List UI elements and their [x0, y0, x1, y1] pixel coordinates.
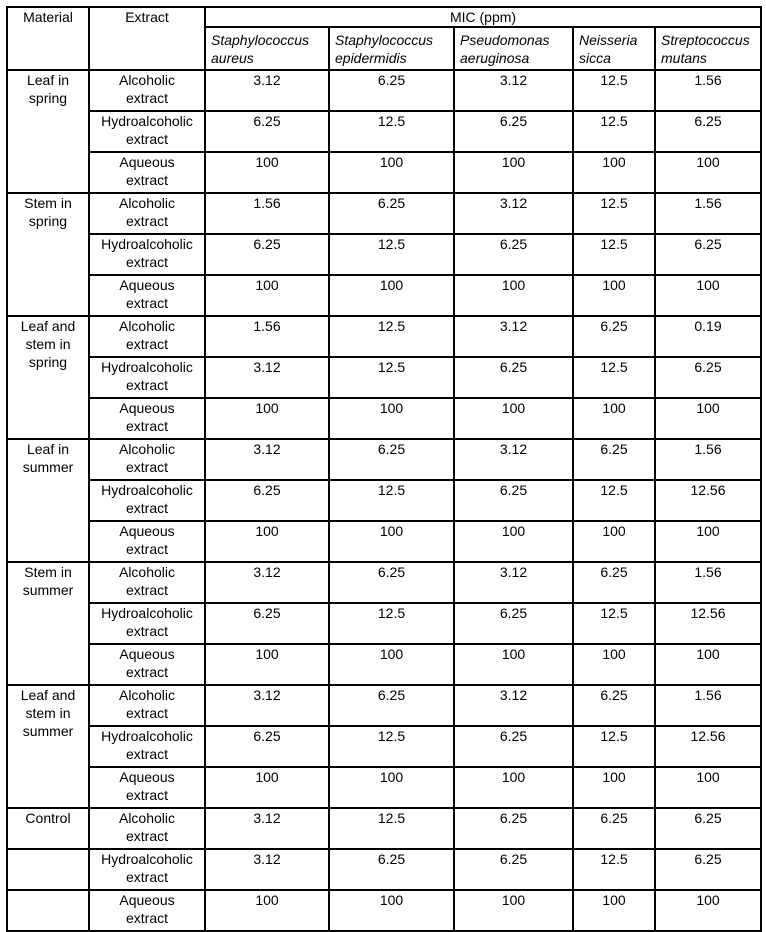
table-row	[7, 808, 761, 849]
extract-line: extract	[125, 418, 168, 434]
extract-line: extract	[125, 131, 168, 147]
mic-value-cell: 1.56	[655, 562, 761, 603]
extract-line: Aqueous	[119, 154, 175, 170]
extract-cell	[89, 234, 205, 275]
mic-value-cell: 6.25	[329, 685, 454, 726]
extract-cell	[89, 521, 205, 562]
mic-value-cell: 3.12	[205, 562, 329, 603]
extract-cell	[89, 193, 205, 234]
mic-value-cell: 100	[573, 767, 655, 808]
extract-line: Aqueous	[119, 892, 175, 908]
extract-line: Hydroalcoholic	[101, 851, 193, 867]
mic-value-cell: 100	[205, 890, 329, 932]
extract-line: Hydroalcoholic	[101, 113, 193, 129]
extract-cell	[89, 357, 205, 398]
mic-value-cell: 12.5	[573, 357, 655, 398]
mic-value-cell: 100	[205, 644, 329, 685]
extract-line: extract	[125, 705, 168, 721]
extract-cell	[89, 275, 205, 316]
extract-line: Hydroalcoholic	[101, 359, 193, 375]
extract-line: Aqueous	[119, 277, 175, 293]
extract-cell	[89, 398, 205, 439]
table-row	[7, 521, 761, 562]
mic-value-cell: 1.56	[655, 685, 761, 726]
material-column-header: Material	[7, 7, 89, 70]
extract-line: extract	[125, 90, 168, 106]
mic-ppm-header: MIC (ppm)	[205, 7, 761, 27]
mic-value-cell: 6.25	[655, 808, 761, 849]
mic-value-cell: 100	[573, 644, 655, 685]
mic-value-cell: 6.25	[205, 480, 329, 521]
mic-value-cell: 12.56	[655, 480, 761, 521]
header-row-1	[7, 7, 761, 27]
mic-value-cell: 12.5	[573, 111, 655, 152]
extract-cell	[89, 767, 205, 808]
mic-value-cell: 6.25	[573, 685, 655, 726]
table-row	[7, 562, 761, 603]
bacteria-header-streptococcus-mutans: Streptococcus mutans	[655, 27, 761, 70]
table-row	[7, 111, 761, 152]
mic-value-cell: 100	[329, 890, 454, 932]
mic-value-cell: 3.12	[205, 849, 329, 890]
table-row	[7, 357, 761, 398]
material-cell	[7, 890, 89, 932]
extract-cell	[89, 603, 205, 644]
extract-line: Alcoholic	[118, 810, 176, 826]
mic-value-cell: 6.25	[454, 726, 573, 767]
mic-value-cell: 12.5	[329, 316, 454, 357]
material-cell	[7, 849, 89, 890]
extract-line: extract	[125, 213, 168, 229]
mic-value-cell: 100	[454, 152, 573, 193]
mic-value-cell: 12.5	[573, 726, 655, 767]
extract-line: Aqueous	[119, 769, 175, 785]
mic-value-cell: 100	[329, 767, 454, 808]
mic-value-cell: 0.19	[655, 316, 761, 357]
mic-value-cell: 6.25	[329, 849, 454, 890]
mic-value-cell: 100	[655, 398, 761, 439]
extract-line: Alcoholic	[118, 441, 176, 457]
extract-line: extract	[125, 500, 168, 516]
mic-value-cell: 100	[655, 644, 761, 685]
mic-value-cell: 100	[454, 398, 573, 439]
mic-value-cell: 6.25	[329, 439, 454, 480]
mic-value-cell: 12.5	[573, 849, 655, 890]
extract-line: extract	[125, 172, 168, 188]
table-header	[7, 7, 761, 70]
mic-value-cell: 100	[573, 398, 655, 439]
extract-line: Hydroalcoholic	[101, 728, 193, 744]
table-row	[7, 480, 761, 521]
mic-value-cell: 100	[454, 767, 573, 808]
mic-value-cell: 100	[454, 275, 573, 316]
extract-cell	[89, 644, 205, 685]
mic-value-cell: 6.25	[454, 808, 573, 849]
extract-cell	[89, 111, 205, 152]
mic-value-cell: 6.25	[205, 111, 329, 152]
mic-value-cell: 100	[205, 275, 329, 316]
extract-line: Hydroalcoholic	[101, 482, 193, 498]
mic-value-cell: 100	[655, 890, 761, 932]
extract-line: Alcoholic	[118, 687, 176, 703]
table-row	[7, 70, 761, 111]
extract-line: extract	[125, 582, 168, 598]
extract-line: Alcoholic	[118, 564, 176, 580]
table-row	[7, 685, 761, 726]
table-row	[7, 603, 761, 644]
mic-value-cell: 100	[454, 521, 573, 562]
table-row	[7, 316, 761, 357]
extract-column-header: Extract	[89, 7, 205, 70]
table-row	[7, 726, 761, 767]
bacteria-header-staphylococcus-epidermidis: Staphylococcus epidermidis	[329, 27, 454, 70]
extract-cell	[89, 70, 205, 111]
mic-value-cell: 6.25	[655, 234, 761, 275]
mic-value-cell: 6.25	[454, 111, 573, 152]
extract-line: Aqueous	[119, 400, 175, 416]
extract-cell	[89, 439, 205, 480]
mic-value-cell: 12.56	[655, 603, 761, 644]
mic-value-cell: 6.25	[454, 234, 573, 275]
mic-value-cell: 1.56	[205, 193, 329, 234]
mic-value-cell: 100	[205, 398, 329, 439]
mic-value-cell: 3.12	[454, 439, 573, 480]
mic-value-cell: 1.56	[655, 439, 761, 480]
mic-value-cell: 6.25	[655, 111, 761, 152]
mic-value-cell: 6.25	[205, 234, 329, 275]
mic-value-cell: 3.12	[454, 193, 573, 234]
mic-table	[6, 6, 762, 932]
mic-value-cell: 100	[329, 521, 454, 562]
table-row	[7, 439, 761, 480]
mic-value-cell: 12.5	[329, 234, 454, 275]
mic-value-cell: 100	[573, 890, 655, 932]
extract-line: Alcoholic	[118, 195, 176, 211]
mic-value-cell: 6.25	[655, 357, 761, 398]
table-row	[7, 849, 761, 890]
mic-value-cell: 6.25	[573, 562, 655, 603]
table-row	[7, 193, 761, 234]
mic-value-cell: 100	[573, 521, 655, 562]
mic-value-cell: 100	[573, 275, 655, 316]
table-body	[7, 70, 761, 932]
mic-value-cell: 12.5	[573, 603, 655, 644]
extract-line: extract	[125, 869, 168, 885]
extract-line: extract	[125, 746, 168, 762]
extract-line: extract	[125, 254, 168, 270]
mic-value-cell: 3.12	[205, 70, 329, 111]
mic-value-cell: 3.12	[454, 70, 573, 111]
mic-value-cell: 1.56	[655, 193, 761, 234]
table-row	[7, 890, 761, 932]
mic-value-cell: 6.25	[573, 808, 655, 849]
table-row	[7, 644, 761, 685]
material-cell: Leaf and stem in spring	[7, 316, 89, 439]
extract-cell	[89, 726, 205, 767]
material-cell: Leaf in spring	[7, 70, 89, 193]
extract-cell	[89, 152, 205, 193]
material-cell: Leaf in summer	[7, 439, 89, 562]
extract-line: extract	[125, 623, 168, 639]
mic-value-cell: 100	[655, 275, 761, 316]
mic-value-cell: 3.12	[205, 685, 329, 726]
extract-cell	[89, 808, 205, 849]
extract-line: extract	[125, 787, 168, 803]
extract-line: extract	[125, 295, 168, 311]
mic-value-cell: 100	[205, 521, 329, 562]
mic-value-cell: 6.25	[205, 726, 329, 767]
mic-value-cell: 3.12	[454, 685, 573, 726]
extract-line: extract	[125, 336, 168, 352]
extract-line: extract	[125, 664, 168, 680]
material-cell: Leaf and stem in summer	[7, 685, 89, 808]
mic-value-cell: 12.5	[329, 726, 454, 767]
mic-value-cell: 100	[329, 152, 454, 193]
mic-value-cell: 6.25	[329, 70, 454, 111]
mic-value-cell: 3.12	[205, 357, 329, 398]
mic-value-cell: 12.5	[573, 480, 655, 521]
mic-value-cell: 100	[329, 398, 454, 439]
mic-value-cell: 12.5	[329, 808, 454, 849]
extract-line: extract	[125, 910, 168, 926]
mic-value-cell: 100	[205, 767, 329, 808]
table-row	[7, 275, 761, 316]
extract-cell	[89, 316, 205, 357]
extract-line: Hydroalcoholic	[101, 605, 193, 621]
extract-line: Alcoholic	[118, 318, 176, 334]
extract-cell	[89, 685, 205, 726]
mic-value-cell: 6.25	[205, 603, 329, 644]
mic-value-cell: 3.12	[205, 439, 329, 480]
mic-value-cell: 6.25	[454, 480, 573, 521]
mic-value-cell: 6.25	[454, 849, 573, 890]
mic-value-cell: 6.25	[573, 439, 655, 480]
extract-cell	[89, 562, 205, 603]
extract-line: Hydroalcoholic	[101, 236, 193, 252]
mic-value-cell: 100	[655, 521, 761, 562]
material-cell: Control	[7, 808, 89, 849]
mic-value-cell: 12.5	[329, 111, 454, 152]
table-row	[7, 398, 761, 439]
mic-value-cell: 3.12	[205, 808, 329, 849]
extract-line: extract	[125, 377, 168, 393]
extract-line: extract	[125, 541, 168, 557]
extract-line: extract	[125, 459, 168, 475]
table-row	[7, 234, 761, 275]
mic-value-cell: 1.56	[655, 70, 761, 111]
mic-value-cell: 12.5	[573, 70, 655, 111]
material-cell: Stem in spring	[7, 193, 89, 316]
bacteria-header-staphylococcus-aureus: Staphylococcus aureus	[205, 27, 329, 70]
mic-value-cell: 100	[454, 890, 573, 932]
mic-value-cell: 12.56	[655, 726, 761, 767]
mic-value-cell: 12.5	[573, 193, 655, 234]
mic-value-cell: 100	[655, 152, 761, 193]
mic-value-cell: 12.5	[329, 480, 454, 521]
extract-cell	[89, 849, 205, 890]
mic-value-cell: 3.12	[454, 562, 573, 603]
mic-value-cell: 6.25	[573, 316, 655, 357]
mic-value-cell: 100	[454, 644, 573, 685]
mic-value-cell: 12.5	[573, 234, 655, 275]
extract-line: Aqueous	[119, 523, 175, 539]
mic-value-cell: 6.25	[454, 603, 573, 644]
mic-value-cell: 12.5	[329, 603, 454, 644]
material-cell: Stem in summer	[7, 562, 89, 685]
mic-value-cell: 6.25	[655, 849, 761, 890]
extract-line: extract	[125, 828, 168, 844]
extract-cell	[89, 890, 205, 932]
extract-cell	[89, 480, 205, 521]
mic-value-cell: 100	[329, 275, 454, 316]
mic-value-cell: 100	[573, 152, 655, 193]
mic-value-cell: 100	[205, 152, 329, 193]
mic-value-cell: 1.56	[205, 316, 329, 357]
bacteria-header-pseudomonas-aeruginosa: Pseudomonas aeruginosa	[454, 27, 573, 70]
mic-value-cell: 6.25	[454, 357, 573, 398]
bacteria-header-neisseria-sicca: Neisseria sicca	[573, 27, 655, 70]
table-row	[7, 152, 761, 193]
table-row	[7, 767, 761, 808]
mic-value-cell: 100	[329, 644, 454, 685]
mic-value-cell: 100	[655, 767, 761, 808]
extract-line: Alcoholic	[118, 72, 176, 88]
extract-line: Aqueous	[119, 646, 175, 662]
mic-value-cell: 6.25	[329, 193, 454, 234]
mic-value-cell: 12.5	[329, 357, 454, 398]
mic-value-cell: 6.25	[329, 562, 454, 603]
mic-value-cell: 3.12	[454, 316, 573, 357]
